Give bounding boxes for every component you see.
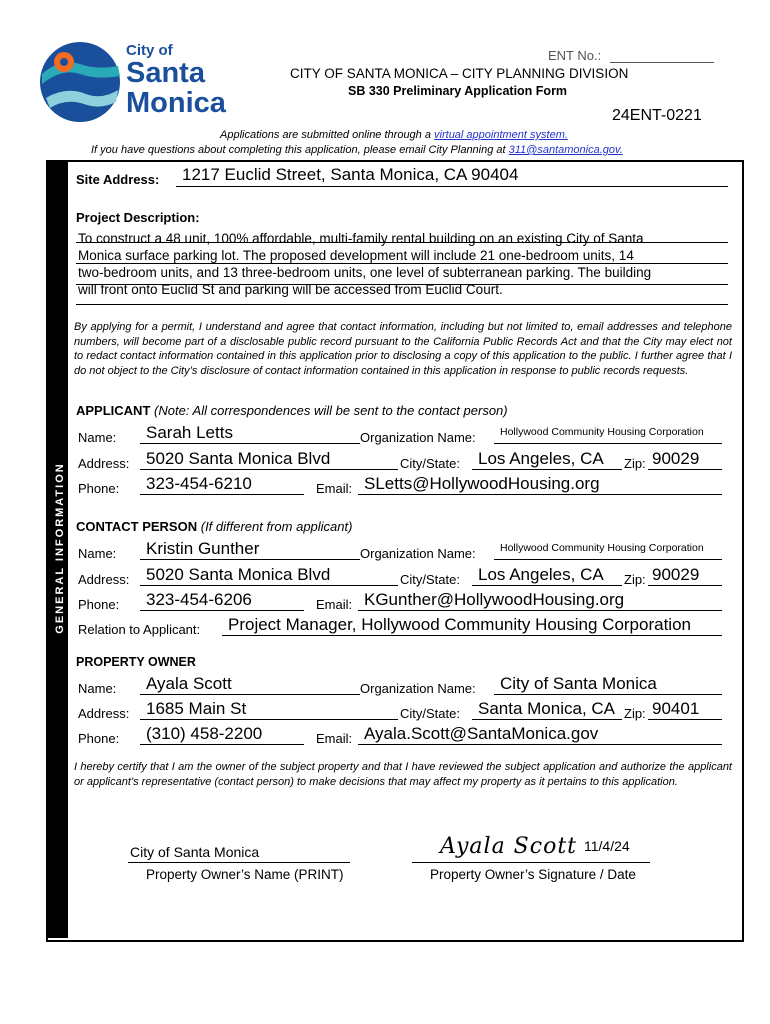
applicant-note: (Note: All correspondences will be sent to the contact person) bbox=[154, 403, 508, 418]
desc-text-1: To construct a 48 unit, 100% affordable, multi-family rental building on an existing City of Santa bbox=[78, 231, 644, 246]
applicant-city-label: City/State: bbox=[400, 456, 460, 471]
owner-zip-value[interactable]: 90401 bbox=[652, 699, 700, 718]
division-title: CITY OF SANTA MONICA – CITY PLANNING DIVISION bbox=[290, 66, 629, 81]
contact-phone-label: Phone: bbox=[78, 597, 120, 612]
notice-text-1: Applications are submitted online through a bbox=[220, 129, 435, 141]
signature-label: Property Owner’s Signature / Date bbox=[430, 867, 636, 882]
contact-heading bbox=[76, 519, 352, 534]
relation-value[interactable]: Project Manager, Hollywood Community Housing Corporation bbox=[228, 615, 691, 634]
owner-city-label: City/State: bbox=[400, 706, 460, 721]
owner-zip-label: Zip: bbox=[624, 706, 646, 721]
contact-phone-value[interactable]: 323-454-6206 bbox=[146, 590, 252, 609]
applicant-email-label: Email: bbox=[316, 481, 353, 496]
virtual-appointment-link[interactable]: virtual appointment system. bbox=[434, 129, 568, 141]
owner-phone-value[interactable]: (310) 458-2200 bbox=[146, 724, 263, 743]
owner-address-value[interactable]: 1685 Main St bbox=[146, 699, 247, 718]
contact-name-value[interactable]: Kristin Gunther bbox=[146, 539, 260, 558]
contact-address-value[interactable]: 5020 Santa Monica Blvd bbox=[146, 565, 331, 584]
contact-org-value[interactable]: Hollywood Community Housing Corporation bbox=[500, 542, 704, 554]
contact-city-line bbox=[472, 585, 622, 586]
email-311-link[interactable]: 311@santamonica.gov. bbox=[508, 144, 623, 156]
contact-zip-line bbox=[648, 585, 722, 586]
logo-text-city: City of bbox=[126, 42, 173, 59]
contact-email-line bbox=[358, 610, 722, 611]
applicant-org-line bbox=[494, 443, 722, 444]
owner-email-value[interactable]: Ayala.Scott@SantaMonica.gov bbox=[364, 724, 599, 743]
disclosure-text: By applying for a permit, I understand and agree that contact information, including but not limited to, email addresses and telephone numbers, will become part of a disclosable public record pursuant to the California Public Records Act and that the City may elect not to redact contact information contained in this application prior to disclosing a copy of this application to the public. I further agree that I do not object to the City’s disclosure of contact information contained in this application in response to public records requests. bbox=[74, 321, 732, 377]
contact-name-line bbox=[140, 559, 360, 560]
notice-text-2: If you have questions about completing this application, please email City Planning at bbox=[91, 144, 509, 156]
logo-text-monica: Monica bbox=[126, 87, 226, 119]
printed-name-line bbox=[128, 862, 350, 863]
signature-date[interactable]: 11/4/24 bbox=[584, 838, 630, 854]
owner-org-line bbox=[494, 694, 722, 695]
printed-name-label: Property Owner’s Name (PRINT) bbox=[146, 867, 344, 882]
contact-address-line bbox=[140, 585, 398, 586]
owner-heading: PROPERTY OWNER bbox=[76, 655, 196, 669]
applicant-address-value[interactable]: 5020 Santa Monica Blvd bbox=[146, 449, 331, 468]
contact-org-line bbox=[494, 559, 722, 560]
owner-city-value[interactable]: Santa Monica, CA bbox=[478, 699, 616, 718]
contact-name-label: Name: bbox=[78, 546, 117, 561]
site-address-label: Site Address: bbox=[76, 172, 160, 187]
applicant-name-label: Name: bbox=[78, 430, 117, 445]
contact-address-label: Address: bbox=[78, 572, 130, 587]
relation-label: Relation to Applicant: bbox=[78, 622, 201, 637]
contact-zip-value[interactable]: 90029 bbox=[652, 565, 700, 584]
notice-line-2 bbox=[91, 144, 623, 156]
owner-name-line bbox=[140, 694, 360, 695]
applicant-city-value[interactable]: Los Angeles, CA bbox=[478, 449, 604, 468]
applicant-name-value[interactable]: Sarah Letts bbox=[146, 423, 233, 442]
applicant-email-value[interactable]: SLetts@HollywoodHousing.org bbox=[364, 474, 600, 493]
owner-email-label: Email: bbox=[316, 731, 353, 746]
desc-text-4: will front onto Euclid St and parking will be accessed from Euclid Court. bbox=[78, 282, 503, 297]
contact-email-value[interactable]: KGunther@HollywoodHousing.org bbox=[364, 590, 625, 609]
applicant-phone-line bbox=[140, 494, 304, 495]
contact-note: (If different from applicant) bbox=[200, 519, 353, 534]
applicant-title: APPLICANT bbox=[76, 403, 151, 418]
desc-text-3: two-bedroom units, and 13 three-bedroom units, one level of subterranean parking. The building bbox=[78, 265, 652, 280]
owner-org-label: Organization Name: bbox=[360, 681, 476, 696]
applicant-org-label: Organization Name: bbox=[360, 430, 476, 445]
contact-org-label: Organization Name: bbox=[360, 546, 476, 561]
desc-line-4 bbox=[76, 304, 728, 305]
city-logo bbox=[36, 40, 236, 126]
form-title: SB 330 Preliminary Application Form bbox=[348, 84, 568, 98]
applicant-org-value[interactable]: Hollywood Community Housing Corporation bbox=[500, 426, 704, 438]
ent-number-value: 24ENT-0221 bbox=[612, 107, 702, 124]
applicant-zip-value[interactable]: 90029 bbox=[652, 449, 700, 468]
applicant-zip-label: Zip: bbox=[624, 456, 646, 471]
owner-phone-label: Phone: bbox=[78, 731, 120, 746]
contact-zip-label: Zip: bbox=[624, 572, 646, 587]
owner-name-value[interactable]: Ayala Scott bbox=[146, 674, 232, 693]
owner-zip-line bbox=[648, 719, 722, 720]
contact-city-label: City/State: bbox=[400, 572, 460, 587]
logo-text-santa: Santa bbox=[126, 57, 205, 89]
owner-city-line bbox=[472, 719, 622, 720]
applicant-zip-line bbox=[648, 469, 722, 470]
project-description-label: Project Description: bbox=[76, 210, 200, 225]
contact-city-value[interactable]: Los Angeles, CA bbox=[478, 565, 604, 584]
owner-printed-name[interactable]: City of Santa Monica bbox=[130, 844, 260, 860]
applicant-phone-label: Phone: bbox=[78, 481, 120, 496]
ent-number-label: ENT No.: bbox=[548, 48, 602, 63]
sidebar-label: GENERAL INFORMATION bbox=[54, 462, 66, 634]
certification-text: I hereby certify that I am the owner of the subject property and that I have reviewed the subject application and authorize the applicant or applicant’s representative (contact person) to make decisions that may affect my property as it pertains to this application. bbox=[74, 761, 732, 788]
applicant-address-line bbox=[140, 469, 398, 470]
contact-email-label: Email: bbox=[316, 597, 353, 612]
applicant-city-line bbox=[472, 469, 622, 470]
project-description-value[interactable] bbox=[78, 230, 728, 298]
applicant-name-line bbox=[140, 443, 360, 444]
applicant-address-label: Address: bbox=[78, 456, 130, 471]
applicant-email-line bbox=[358, 494, 722, 495]
signature-line bbox=[412, 862, 650, 863]
owner-email-line bbox=[358, 744, 722, 745]
desc-text-2: Monica surface parking lot. The proposed development will include 21 one-bedroom units, 14 bbox=[78, 248, 634, 263]
owner-signature[interactable]: Ayala Scott bbox=[440, 834, 578, 859]
owner-phone-line bbox=[140, 744, 304, 745]
owner-address-label: Address: bbox=[78, 706, 130, 721]
owner-name-label: Name: bbox=[78, 681, 117, 696]
applicant-heading bbox=[76, 403, 508, 418]
owner-org-value[interactable]: City of Santa Monica bbox=[500, 674, 657, 693]
applicant-phone-value[interactable]: 323-454-6210 bbox=[146, 474, 252, 493]
contact-phone-line bbox=[140, 610, 304, 611]
notice-line-1 bbox=[220, 129, 568, 141]
relation-line bbox=[222, 635, 722, 636]
site-address-value[interactable]: 1217 Euclid Street, Santa Monica, CA 90404 bbox=[182, 165, 519, 184]
site-address-line bbox=[176, 186, 728, 187]
owner-address-line bbox=[140, 719, 398, 720]
contact-title: CONTACT PERSON bbox=[76, 519, 198, 534]
ent-number-line bbox=[610, 62, 714, 63]
